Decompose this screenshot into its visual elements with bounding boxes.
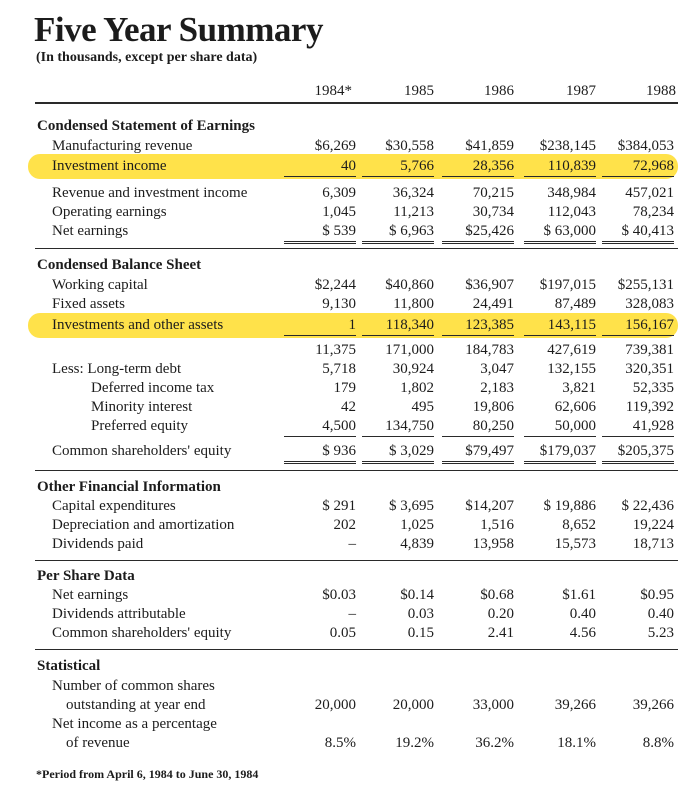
table-cell: 11,800 xyxy=(393,296,434,312)
footnote: *Period from April 6, 1984 to June 30, 1984 xyxy=(36,767,259,781)
year-header-1986: 1986 xyxy=(484,83,514,99)
table-cell: 11,375 xyxy=(315,342,356,358)
table-row xyxy=(0,316,697,335)
row-label: Per Share Data xyxy=(37,568,135,584)
table-cell: 19,806 xyxy=(472,399,514,415)
table-cell: $238,145 xyxy=(539,138,596,154)
table-cell: 18.1% xyxy=(557,735,596,751)
table-cell: 36,324 xyxy=(392,185,434,201)
table-cell: 0.03 xyxy=(407,606,434,622)
table-cell: $ 936 xyxy=(284,442,356,464)
table-cell: $6,269 xyxy=(314,138,356,154)
table-cell: 202 xyxy=(333,517,356,533)
table-cell: $0.03 xyxy=(322,587,356,603)
table-row xyxy=(0,184,697,203)
page-title: Five Year Summary xyxy=(34,10,323,49)
table-cell: – xyxy=(348,536,356,552)
table-cell: $0.95 xyxy=(640,587,674,603)
table-cell: 80,250 xyxy=(442,417,514,437)
table-cell: $ 539 xyxy=(284,222,356,244)
row-label: Less: Long-term debt xyxy=(52,361,182,377)
table-row xyxy=(0,586,697,605)
row-label: Number of common shares xyxy=(52,678,215,694)
table-cell: 1,025 xyxy=(400,517,434,533)
year-header-1984: 1984* xyxy=(314,83,352,99)
table-cell: 1,802 xyxy=(400,380,434,396)
table-row xyxy=(0,137,697,156)
section-rule xyxy=(35,649,678,650)
table-row xyxy=(0,734,697,753)
table-row xyxy=(0,624,697,643)
row-label: Preferred equity xyxy=(91,418,189,434)
table-cell: $179,037 xyxy=(524,442,596,464)
table-row xyxy=(0,398,697,417)
table-cell: 3,047 xyxy=(480,361,514,377)
row-label: Condensed Statement of Earnings xyxy=(37,118,255,134)
table-cell: 19.2% xyxy=(395,735,434,751)
table-cell: 739,381 xyxy=(625,342,674,358)
row-label: Capital expenditures xyxy=(52,498,176,514)
table-cell: 495 xyxy=(411,399,434,415)
table-cell: 18,713 xyxy=(632,536,674,552)
table-cell: $36,907 xyxy=(465,277,514,293)
table-cell: $2,244 xyxy=(314,277,356,293)
table-cell: 6,309 xyxy=(322,185,356,201)
table-cell: $ 6,963 xyxy=(362,222,434,244)
table-cell: 3,821 xyxy=(562,380,596,396)
table-cell: 8.5% xyxy=(324,735,356,751)
table-cell: 143,115 xyxy=(524,316,596,336)
row-label: Statistical xyxy=(37,658,101,674)
table-row xyxy=(0,295,697,314)
table-row xyxy=(0,203,697,222)
section-rule xyxy=(35,560,678,561)
table-cell: 348,984 xyxy=(547,185,596,201)
table-cell: 0.05 xyxy=(329,625,356,641)
table-cell: 19,224 xyxy=(632,517,674,533)
table-cell: 2,183 xyxy=(480,380,514,396)
table-row xyxy=(0,379,697,398)
table-cell: 156,167 xyxy=(602,316,674,336)
table-cell: 50,000 xyxy=(524,417,596,437)
table-cell: $384,053 xyxy=(617,138,674,154)
section-heading-earnings xyxy=(0,117,697,136)
table-cell: $0.14 xyxy=(400,587,434,603)
table-cell: 8.8% xyxy=(642,735,674,751)
table-row xyxy=(0,516,697,535)
section-rule xyxy=(35,470,678,471)
table-cell: $255,131 xyxy=(617,277,674,293)
table-cell: 132,155 xyxy=(547,361,596,377)
row-label: Working capital xyxy=(52,277,148,293)
table-cell: $14,207 xyxy=(465,498,514,514)
table-row xyxy=(0,605,697,624)
table-cell: 24,491 xyxy=(472,296,514,312)
table-cell: 20,000 xyxy=(314,697,356,713)
table-row xyxy=(0,360,697,379)
table-cell: 41,928 xyxy=(602,417,674,437)
table-cell: $ 22,436 xyxy=(621,498,674,514)
section-heading-per-share xyxy=(0,567,697,586)
row-label: of revenue xyxy=(66,735,130,751)
table-cell: 134,750 xyxy=(362,417,434,437)
row-label: Common shareholders' equity xyxy=(52,443,232,459)
row-label: Common shareholders' equity xyxy=(52,625,232,641)
table-cell: – xyxy=(348,606,356,622)
table-cell: 2.41 xyxy=(487,625,514,641)
table-cell: $197,015 xyxy=(539,277,596,293)
row-label: Fixed assets xyxy=(52,296,125,312)
table-row xyxy=(0,222,697,241)
section-heading-balance-sheet xyxy=(0,256,697,275)
table-cell: 15,573 xyxy=(554,536,596,552)
table-cell: 11,213 xyxy=(393,204,434,220)
table-cell: 184,783 xyxy=(465,342,514,358)
table-cell: 20,000 xyxy=(392,697,434,713)
table-cell: $ 19,886 xyxy=(543,498,596,514)
row-label: outstanding at year end xyxy=(66,697,206,713)
table-cell: $1.61 xyxy=(562,587,596,603)
table-cell: 5.23 xyxy=(647,625,674,641)
table-cell: $ 3,029 xyxy=(362,442,434,464)
table-cell: $ 3,695 xyxy=(389,498,434,514)
table-cell: 112,043 xyxy=(547,204,596,220)
table-cell: 0.40 xyxy=(647,606,674,622)
table-row xyxy=(0,677,697,696)
table-cell: 4.56 xyxy=(569,625,596,641)
table-cell: 42 xyxy=(341,399,356,415)
table-cell: 70,215 xyxy=(472,185,514,201)
table-cell: 8,652 xyxy=(562,517,596,533)
table-cell: $ 40,413 xyxy=(602,222,674,244)
table-row xyxy=(0,417,697,436)
table-cell: 427,619 xyxy=(547,342,596,358)
table-row xyxy=(0,497,697,516)
table-cell: 1,516 xyxy=(480,517,514,533)
table-cell: 87,489 xyxy=(554,296,596,312)
row-label: Dividends paid xyxy=(52,536,144,552)
row-label: Manufacturing revenue xyxy=(52,138,193,154)
year-header-1987: 1987 xyxy=(566,83,596,99)
row-label: Condensed Balance Sheet xyxy=(37,257,202,273)
table-cell: 320,351 xyxy=(625,361,674,377)
table-cell: $ 291 xyxy=(322,498,356,514)
table-cell: 119,392 xyxy=(625,399,674,415)
table-cell: 0.40 xyxy=(569,606,596,622)
table-cell: 5,718 xyxy=(322,361,356,377)
table-cell: 179 xyxy=(333,380,356,396)
row-label: Other Financial Information xyxy=(37,479,221,495)
table-cell: 328,083 xyxy=(625,296,674,312)
table-cell: 39,266 xyxy=(554,697,596,713)
table-cell: 4,839 xyxy=(400,536,434,552)
table-row xyxy=(0,442,697,461)
table-cell: 39,266 xyxy=(632,697,674,713)
table-cell: 171,000 xyxy=(385,342,434,358)
row-label: Net income as a percentage xyxy=(52,716,217,732)
table-cell: $25,426 xyxy=(442,222,514,244)
table-cell: $41,859 xyxy=(465,138,514,154)
table-row xyxy=(0,535,697,554)
row-label: Deferred income tax xyxy=(91,380,215,396)
page-subtitle: (In thousands, except per share data) xyxy=(36,50,258,65)
table-cell: $205,375 xyxy=(602,442,674,464)
table-cell: 78,234 xyxy=(632,204,674,220)
table-cell: $ 63,000 xyxy=(524,222,596,244)
row-label: Investments and other assets xyxy=(52,317,224,333)
row-label: Operating earnings xyxy=(52,204,167,220)
table-cell: 0.20 xyxy=(487,606,514,622)
table-row xyxy=(0,276,697,295)
table-cell: 36.2% xyxy=(475,735,514,751)
table-cell: 9,130 xyxy=(322,296,356,312)
row-label: Minority interest xyxy=(91,399,193,415)
header-rule xyxy=(35,102,678,104)
table-cell: 4,500 xyxy=(284,417,356,437)
table-row xyxy=(0,341,697,360)
table-cell: 0.15 xyxy=(407,625,434,641)
table-cell: 30,734 xyxy=(472,204,514,220)
table-cell: $79,497 xyxy=(442,442,514,464)
row-label: Net earnings xyxy=(52,587,129,603)
table-cell: 72,968 xyxy=(602,157,674,177)
section-rule xyxy=(35,248,678,249)
table-cell: 40 xyxy=(284,157,356,177)
row-label: Dividends attributable xyxy=(52,606,186,622)
section-heading-other-financial xyxy=(0,478,697,497)
table-cell: $0.68 xyxy=(480,587,514,603)
table-cell: 28,356 xyxy=(442,157,514,177)
row-label: Net earnings xyxy=(52,223,129,239)
table-cell: 1,045 xyxy=(322,204,356,220)
table-cell: $30,558 xyxy=(385,138,434,154)
table-row xyxy=(0,696,697,715)
table-cell: 13,958 xyxy=(472,536,514,552)
table-cell: 30,924 xyxy=(392,361,434,377)
table-cell: 118,340 xyxy=(362,316,434,336)
table-cell: 123,385 xyxy=(442,316,514,336)
row-label: Investment income xyxy=(52,158,167,174)
table-cell: 52,335 xyxy=(632,380,674,396)
table-cell: 62,606 xyxy=(554,399,596,415)
table-cell: $40,860 xyxy=(385,277,434,293)
table-row xyxy=(0,157,697,176)
row-label: Revenue and investment income xyxy=(52,185,248,201)
year-header-1985: 1985 xyxy=(404,83,434,99)
table-row xyxy=(0,715,697,734)
row-label: Depreciation and amortization xyxy=(52,517,235,533)
year-header-1988: 1988 xyxy=(646,83,676,99)
table-cell: 457,021 xyxy=(625,185,674,201)
table-cell: 1 xyxy=(284,316,356,336)
table-cell: 110,839 xyxy=(524,157,596,177)
section-heading-statistical xyxy=(0,657,697,676)
table-cell: 5,766 xyxy=(362,157,434,177)
table-cell: 33,000 xyxy=(472,697,514,713)
